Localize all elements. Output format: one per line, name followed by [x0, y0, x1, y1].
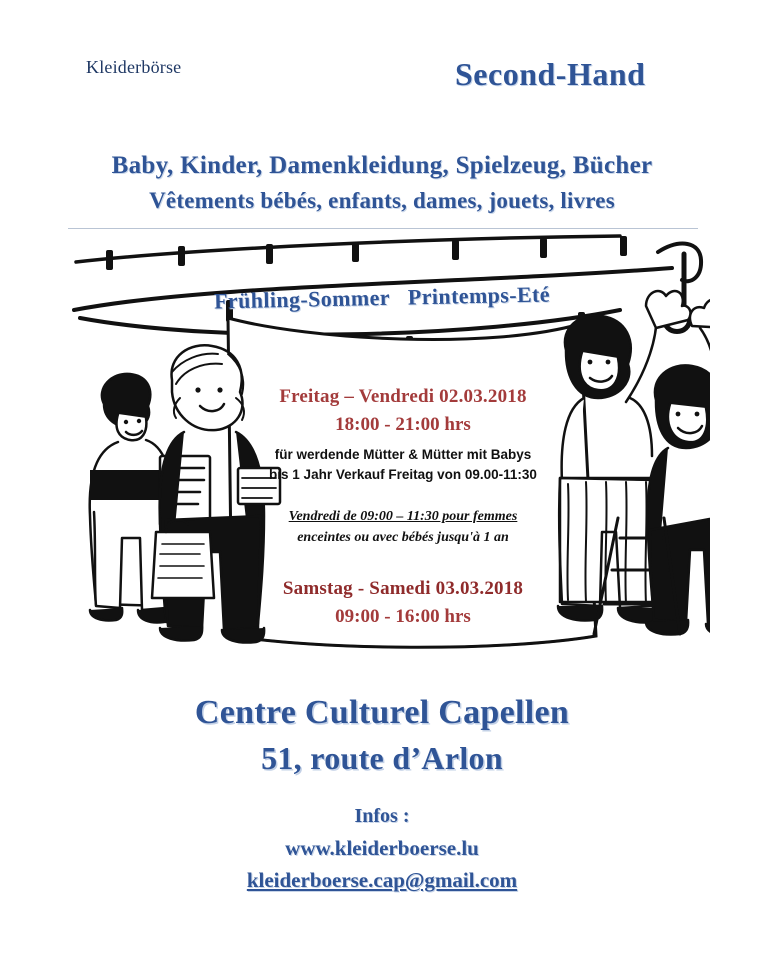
- event-details: [228, 386, 578, 628]
- friday-hours: 18:00 - 21:00 hrs: [335, 414, 471, 435]
- title-second-hand: Second-Hand: [455, 56, 646, 92]
- subtitle-french: Vêtements bébés, enfants, dames, jouets, livres: [149, 188, 615, 213]
- season-german: Frühling-Sommer: [213, 284, 391, 314]
- season-french: Printemps-Eté: [407, 281, 551, 310]
- friday-note-german-line2: bis 1 Jahr Verkauf Freitag von 09.00-11:30: [269, 466, 537, 482]
- friday-note-german-line1: für werdende Mütter & Mütter mit Babys: [274, 447, 532, 462]
- saturday-title: Samstag - Samedi 03.03.2018: [282, 578, 524, 600]
- infos-email[interactable]: kleiderboerse.cap@gmail.com: [246, 868, 518, 892]
- subtitle-german: Baby, Kinder, Damenkleidung, Spielzeug, Bücher: [111, 152, 653, 179]
- friday-note-french: [228, 506, 578, 548]
- saturday-hours: 09:00 - 16:00 hrs: [335, 606, 471, 628]
- infos-label: Infos :: [354, 805, 410, 827]
- spacer: [228, 548, 578, 578]
- brand-kleiderboerse: Kleiderbörse: [86, 57, 182, 77]
- venue-name: Centre Culturel Capellen: [194, 694, 570, 731]
- infos-website[interactable]: www.kleiderboerse.lu: [285, 836, 479, 860]
- header-divider: [68, 228, 698, 229]
- friday-note-german: [228, 445, 578, 484]
- friday-title: Freitag – Vendredi 02.03.2018: [279, 386, 527, 407]
- friday-note-french-line1: Vendredi de 09:00 – 11:30 pour femmes: [288, 509, 518, 525]
- venue-address: 51, route d’Arlon: [261, 740, 503, 776]
- friday-note-french-line2: enceintes ou avec bébés jusqu'à 1 an: [297, 530, 509, 546]
